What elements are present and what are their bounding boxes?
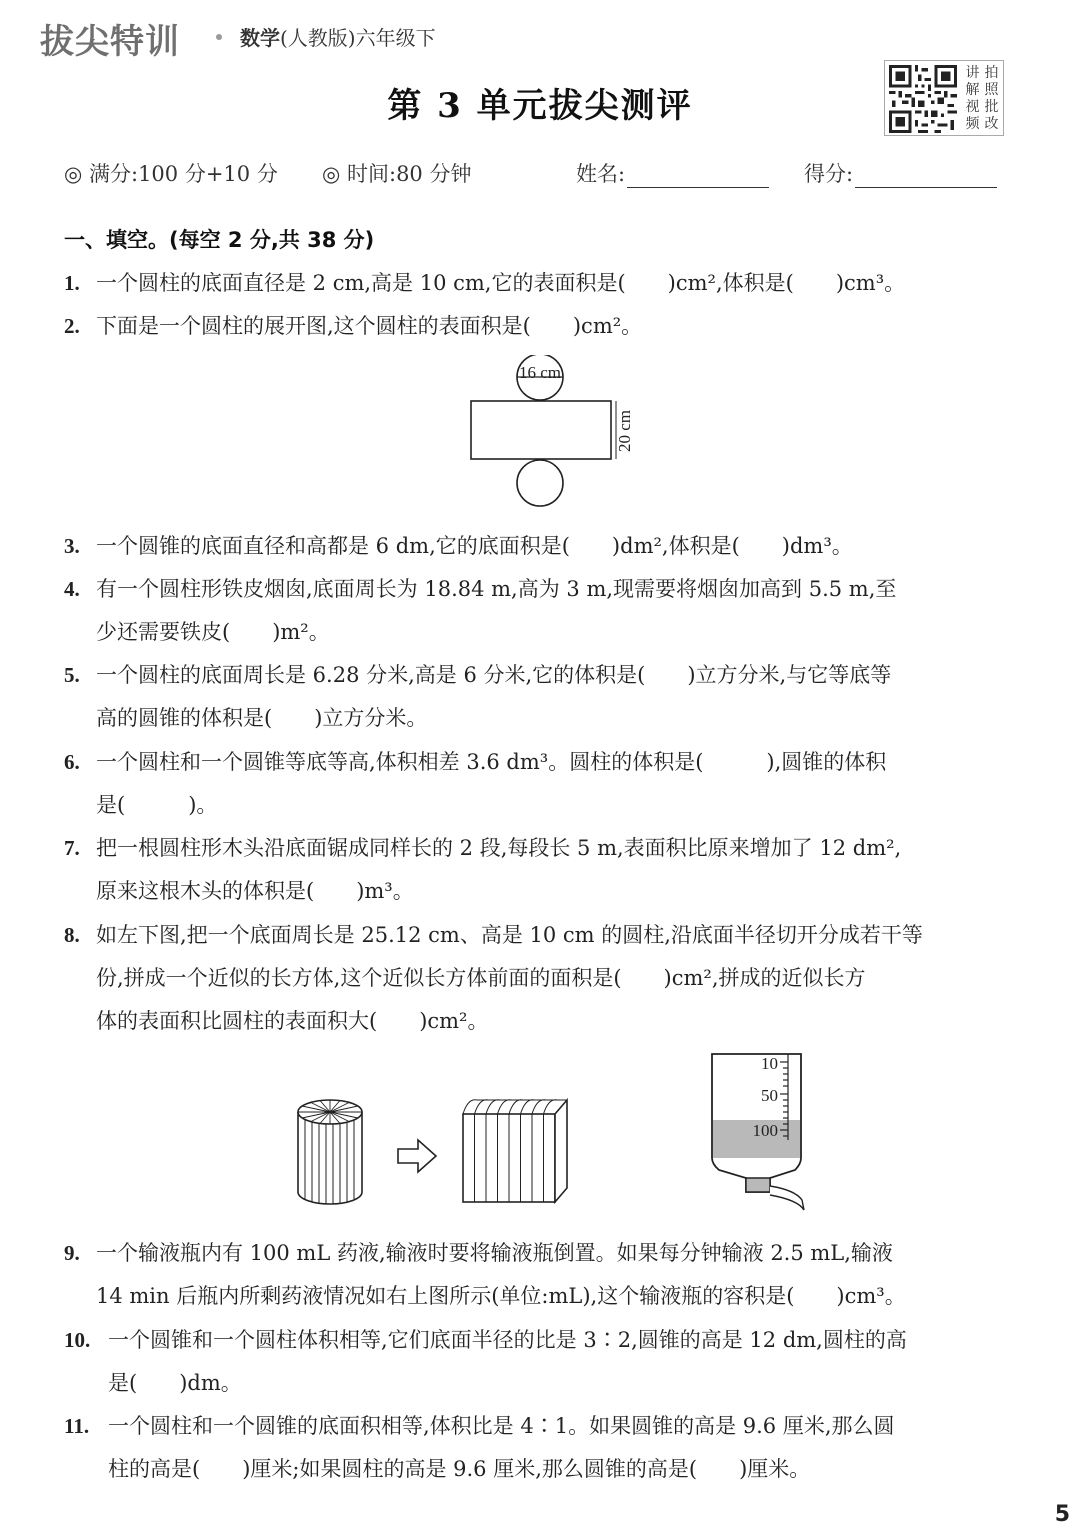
question-number: 10. bbox=[64, 1328, 91, 1352]
qr-char: 拍 bbox=[984, 65, 999, 81]
qr-char: 解 bbox=[965, 82, 980, 98]
qr-code-icon[interactable] bbox=[889, 65, 957, 133]
name-label: 姓名: bbox=[576, 162, 626, 186]
question-text: 14 min 后瓶内所剩药液情况如右上图所示(单位:mL),这个输液瓶的容积是( )cm³。 bbox=[96, 1284, 906, 1308]
question-number: 1. bbox=[64, 271, 80, 295]
question-text: 是( )。 bbox=[96, 793, 218, 817]
approx-cuboid-figure bbox=[455, 1092, 580, 1210]
question-text: 一个圆锥的底面直径和高都是 6 dm,它的底面积是( )dm²,体积是( )dm³。 bbox=[96, 534, 853, 558]
qr-block[interactable] bbox=[884, 60, 1004, 136]
time-limit: ◎ 时间:80 分钟 bbox=[322, 162, 472, 186]
score-blank[interactable] bbox=[855, 165, 997, 188]
question-text: 一个圆柱的底面直径是 2 cm,高是 10 cm,它的表面积是( )cm²,体积是( )cm³。 bbox=[96, 271, 906, 295]
question-text: 原来这根木头的体积是( )m³。 bbox=[96, 879, 414, 903]
bottle-tick-label: 100 bbox=[752, 1121, 778, 1140]
qr-char: 频 bbox=[965, 116, 980, 132]
qr-char: 视 bbox=[965, 99, 980, 115]
subject-bold: 数学 bbox=[240, 26, 280, 50]
qr-char: 改 bbox=[984, 116, 999, 132]
name-blank[interactable] bbox=[627, 165, 769, 188]
page-number: 5 bbox=[1054, 1502, 1070, 1527]
question-number: 5. bbox=[64, 663, 80, 687]
bottle-tick-label: 10 bbox=[761, 1054, 778, 1073]
question-number: 4. bbox=[64, 577, 80, 601]
question-number: 2. bbox=[64, 314, 80, 338]
question-text: 份,拼成一个近似的长方体,这个近似长方体前面的面积是( )cm²,拼成的近似长方 bbox=[96, 966, 866, 990]
question-text: 一个圆柱的底面周长是 6.28 分米,高是 6 分米,它的体积是( )立方分米,与它等底等 bbox=[96, 663, 892, 687]
question-text: 高的圆锥的体积是( )立方分米。 bbox=[96, 706, 428, 730]
question-text: 柱的高是( )厘米;如果圆柱的高是 9.6 厘米,那么圆锥的高是( )厘米。 bbox=[108, 1457, 811, 1481]
full-score: ◎ 满分:100 分+10 分 bbox=[64, 162, 278, 186]
question-text: 体的表面积比圆柱的表面积大( )cm²。 bbox=[96, 1009, 489, 1033]
score-label: 得分: bbox=[804, 162, 854, 186]
sliced-cylinder-figure bbox=[290, 1088, 370, 1213]
question-text: 一个圆柱和一个圆锥等底等高,体积相差 3.6 dm³。圆柱的体积是( ),圆锥的体积 bbox=[96, 750, 887, 774]
question-text: 下面是一个圆柱的展开图,这个圆柱的表面积是( )cm²。 bbox=[96, 314, 643, 338]
arrow-right-icon bbox=[392, 1136, 442, 1176]
section-heading: 一、填空。(每空 2 分,共 38 分) bbox=[64, 228, 375, 252]
qr-caption bbox=[963, 65, 1003, 133]
question-number: 3. bbox=[64, 534, 80, 558]
qr-char: 批 bbox=[984, 99, 999, 115]
question-text: 如左下图,把一个底面周长是 25.12 cm、高是 10 cm 的圆柱,沿底面半径切开分成若干等 bbox=[96, 923, 923, 947]
question-text: 是( )dm。 bbox=[108, 1371, 242, 1395]
name-field[interactable] bbox=[576, 158, 769, 188]
question-text: 一个输液瓶内有 100 mL 药液,输液时要将输液瓶倒置。如果每分钟输液 2.5 mL,输液 bbox=[96, 1241, 893, 1265]
question-number: 8. bbox=[64, 923, 80, 947]
question-number: 6. bbox=[64, 750, 80, 774]
question-text: 一个圆柱和一个圆锥的底面积相等,体积比是 4∶1。如果圆锥的高是 9.6 厘米,那么圆 bbox=[108, 1414, 895, 1438]
net-height-label: 20 cm bbox=[615, 409, 634, 453]
score-field[interactable] bbox=[804, 158, 997, 188]
subject-rest: (人教版)六年级下 bbox=[280, 26, 436, 50]
question-text: 少还需要铁皮( )m²。 bbox=[96, 620, 330, 644]
question-number: 11. bbox=[64, 1414, 90, 1438]
brand-logo: 拔尖特训 bbox=[40, 22, 180, 62]
qr-char: 照 bbox=[984, 82, 999, 98]
question-text: 把一根圆柱形木头沿底面锯成同样长的 2 段,每段长 5 m,表面积比原来增加了 12 dm², bbox=[96, 836, 902, 860]
question-text: 有一个圆柱形铁皮烟囱,底面周长为 18.84 m,高为 3 m,现需要将烟囱加高到 5.5 m,至 bbox=[96, 577, 897, 601]
question-text: 一个圆锥和一个圆柱体积相等,它们底面半径的比是 3∶2,圆锥的高是 12 dm,圆柱的高 bbox=[108, 1328, 907, 1352]
separator-dot bbox=[216, 34, 222, 40]
cylinder-net-figure bbox=[460, 355, 650, 510]
bottle-tick-label: 50 bbox=[761, 1086, 778, 1105]
page-title: 第 3 单元拔尖测评 bbox=[387, 86, 693, 126]
subject-label bbox=[240, 22, 436, 51]
question-number: 7. bbox=[64, 836, 80, 860]
question-number: 9. bbox=[64, 1241, 80, 1265]
net-diameter-label: 16 cm bbox=[518, 363, 562, 382]
qr-char: 讲 bbox=[965, 65, 980, 81]
iv-bottle-figure bbox=[700, 1050, 820, 1222]
